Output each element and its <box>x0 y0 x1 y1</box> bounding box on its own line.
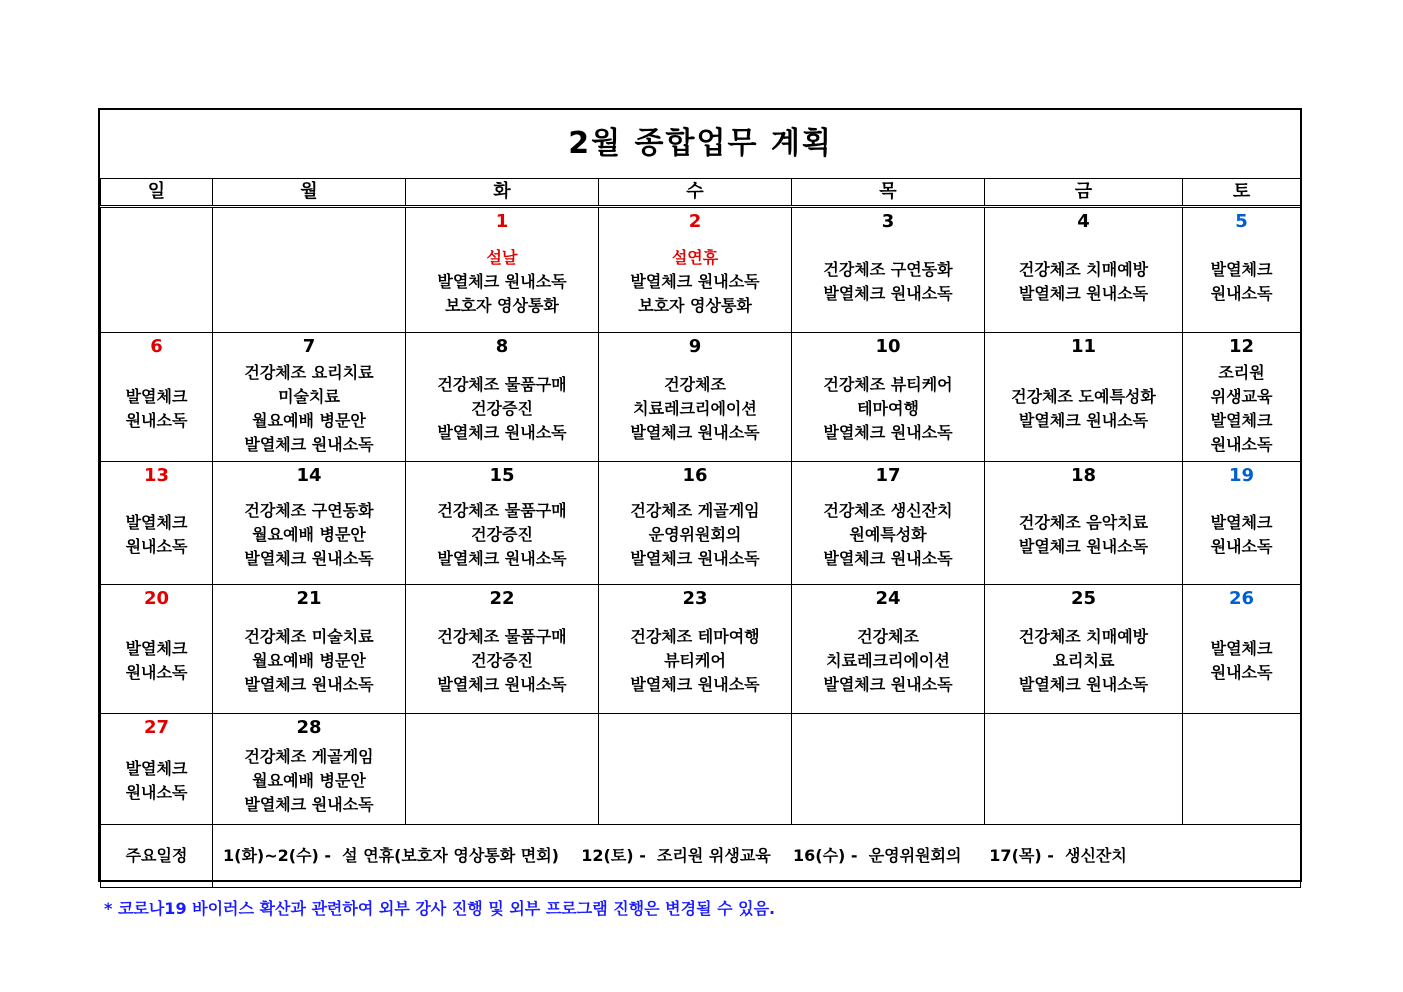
day-number: 18 <box>1070 465 1097 486</box>
weekday-thu: 목 <box>792 179 985 207</box>
event-item: 발열체크 원내소독 <box>437 272 567 291</box>
event-item: 치료레크리에이션 <box>633 399 757 418</box>
event-item: 월요예배 병문안 <box>252 525 366 544</box>
day-cell <box>101 585 213 714</box>
event-item: 건강체조 도예특성화 <box>1011 387 1156 406</box>
event-item: 건강체조 요리치료 <box>244 363 374 382</box>
day-cell <box>792 333 985 462</box>
event-list <box>406 234 598 330</box>
event-list <box>101 488 212 582</box>
day-number: 20 <box>143 588 170 609</box>
event-item: 건강체조 테마여행 <box>630 627 760 646</box>
event-item: 건강체조 치매예방 <box>1018 627 1149 646</box>
event-list <box>792 234 984 330</box>
event-list <box>792 359 984 459</box>
event-item: 발열체크 원내소독 <box>1018 537 1149 556</box>
event-list <box>985 611 1182 711</box>
event-item: 원예특성화 <box>849 525 927 544</box>
day-cell <box>213 714 406 825</box>
day-number: 21 <box>296 588 322 609</box>
event-item: 발열체크 원내소독 <box>437 549 567 568</box>
event-item: 건강체조 물품구매 <box>437 375 567 394</box>
event-item: 발열체크 원내소독 <box>1018 411 1149 430</box>
weekday-header <box>101 179 1301 207</box>
page-title: 2월 종합업무 계획 <box>101 110 1301 179</box>
event-list <box>213 740 405 822</box>
event-item: 요리치료 <box>1052 651 1115 670</box>
day-number: 28 <box>296 717 322 738</box>
event-list <box>101 740 212 822</box>
event-item: 발열체크 <box>1210 260 1273 279</box>
day-number: 14 <box>296 465 322 486</box>
day-number: 10 <box>875 336 901 357</box>
event-item: 발열체크 <box>125 387 188 406</box>
summary-text: 1(화)~2(수) - 설 연휴(보호자 영상통화 면회) 12(토) - 조리원 위생교육 16(수) - 운영위원회의 17(목) - 생신잔치 <box>213 825 1301 888</box>
event-list <box>1183 488 1300 582</box>
day-number: 25 <box>1070 588 1097 609</box>
weekday-sat: 토 <box>1183 179 1301 207</box>
event-item: 건강체조 구연동화 <box>244 501 374 520</box>
day-cell <box>792 585 985 714</box>
day-cell <box>1183 714 1301 825</box>
day-number: 23 <box>682 588 708 609</box>
day-cell <box>1183 585 1301 714</box>
event-item: 미술치료 <box>278 387 340 406</box>
day-number: 6 <box>150 336 163 357</box>
event-item: 발열체크 원내소독 <box>630 272 760 291</box>
day-cell <box>406 207 599 333</box>
day-number: 2 <box>688 211 702 232</box>
event-list <box>101 359 212 459</box>
weekday-tue: 화 <box>406 179 599 207</box>
weekday-wed: 수 <box>599 179 792 207</box>
event-item: 발열체크 원내소독 <box>437 423 567 442</box>
event-list <box>213 488 405 582</box>
week-row <box>101 333 1301 462</box>
day-cell <box>599 333 792 462</box>
day-number: 19 <box>1228 465 1255 486</box>
event-list <box>792 488 984 582</box>
day-number: 11 <box>1070 336 1097 357</box>
event-item: 발열체크 원내소독 <box>244 675 374 694</box>
event-item: 발열체크 원내소독 <box>823 423 953 442</box>
day-cell <box>599 585 792 714</box>
calendar-sheet <box>98 108 1302 882</box>
week-row <box>101 585 1301 714</box>
day-cell <box>101 333 213 462</box>
day-cell <box>406 462 599 585</box>
event-item: 발열체크 원내소독 <box>630 423 760 442</box>
day-number: 1 <box>495 211 509 232</box>
event-list <box>101 611 212 711</box>
event-item: 보호자 영상통화 <box>638 296 752 315</box>
event-item: 원내소독 <box>1210 663 1273 682</box>
event-item: 원내소독 <box>125 411 188 430</box>
day-number: 22 <box>489 588 515 609</box>
event-item: 건강체조 치매예방 <box>1018 260 1149 279</box>
day-cell <box>213 333 406 462</box>
event-list <box>599 359 791 459</box>
event-item: 보호자 영상통화 <box>445 296 559 315</box>
event-item: 건강체조 물품구매 <box>437 501 567 520</box>
day-cell <box>101 207 213 333</box>
event-item: 건강체조 생신잔치 <box>823 501 953 520</box>
event-item: 발열체크 원내소독 <box>244 549 374 568</box>
day-cell <box>101 462 213 585</box>
event-item: 원내소독 <box>125 537 188 556</box>
event-item: 건강체조 게골게임 <box>630 501 760 520</box>
day-cell <box>985 333 1183 462</box>
event-item: 건강체조 <box>664 375 726 394</box>
event-item: 월요예배 병문안 <box>252 411 366 430</box>
day-cell <box>985 714 1183 825</box>
event-item: 건강체조 구연동화 <box>823 260 953 279</box>
event-list <box>985 234 1182 330</box>
day-cell <box>213 585 406 714</box>
event-item: 발열체크 <box>1210 513 1273 532</box>
day-cell <box>985 462 1183 585</box>
event-item: 발열체크 <box>1210 639 1273 658</box>
event-list <box>599 488 791 582</box>
day-number: 7 <box>302 336 316 357</box>
event-item: 원내소독 <box>1210 435 1273 454</box>
event-item: 발열체크 원내소독 <box>823 675 953 694</box>
event-item: 발열체크 <box>1210 411 1273 430</box>
event-item: 발열체크 원내소독 <box>630 675 760 694</box>
event-item: 발열체크 <box>125 639 188 658</box>
day-cell <box>1183 207 1301 333</box>
day-cell <box>599 714 792 825</box>
event-item: 발열체크 원내소독 <box>823 549 953 568</box>
event-item: 테마여행 <box>857 399 919 418</box>
day-cell <box>985 207 1183 333</box>
event-item: 월요예배 병문안 <box>252 771 366 790</box>
day-cell <box>599 207 792 333</box>
event-item: 발열체크 원내소독 <box>1018 284 1149 303</box>
event-item: 건강체조 물품구매 <box>437 627 567 646</box>
event-list <box>599 234 791 330</box>
weekday-fri: 금 <box>985 179 1183 207</box>
event-item: 건강체조 미술치료 <box>244 627 374 646</box>
day-cell <box>1183 462 1301 585</box>
event-item: 설연휴 <box>671 248 719 267</box>
event-list <box>792 611 984 711</box>
summary-row <box>101 825 1301 888</box>
event-list <box>406 488 598 582</box>
event-list <box>213 611 405 711</box>
event-item: 발열체크 원내소독 <box>1018 675 1149 694</box>
event-list <box>1183 359 1300 459</box>
day-number: 26 <box>1228 588 1255 609</box>
event-item: 건강체조 <box>857 627 919 646</box>
day-number: 24 <box>875 588 901 609</box>
notice-text: * 코로나19 바이러스 확산과 관련하여 외부 강사 진행 및 외부 프로그램 진행은 변경될 수 있음. <box>104 899 776 918</box>
day-cell <box>792 462 985 585</box>
event-list <box>406 359 598 459</box>
event-item: 발열체크 원내소독 <box>630 549 760 568</box>
event-item: 건강체조 음악치료 <box>1018 513 1149 532</box>
day-number: 12 <box>1228 336 1255 357</box>
event-item: 건강증진 <box>471 651 533 670</box>
day-number: 5 <box>1235 211 1248 232</box>
event-item: 건강체조 게골게임 <box>244 747 374 766</box>
event-item: 원내소독 <box>125 663 188 682</box>
event-list <box>213 359 405 459</box>
event-item: 발열체크 <box>125 513 188 532</box>
event-item: 원내소독 <box>1210 537 1273 556</box>
week-row <box>101 714 1301 825</box>
day-cell <box>101 714 213 825</box>
day-number: 8 <box>495 336 509 357</box>
event-item: 위생교육 <box>1210 387 1273 406</box>
day-cell <box>1183 333 1301 462</box>
day-number: 27 <box>143 717 170 738</box>
event-item: 발열체크 <box>125 759 188 778</box>
weekday-mon: 월 <box>213 179 406 207</box>
event-list <box>1183 234 1300 330</box>
calendar-weeks <box>101 207 1301 825</box>
event-item: 발열체크 원내소독 <box>244 795 374 814</box>
day-cell <box>792 714 985 825</box>
day-cell <box>406 333 599 462</box>
day-number: 4 <box>1077 211 1090 232</box>
event-item: 원내소독 <box>1210 284 1273 303</box>
calendar-table <box>100 110 1301 888</box>
event-item: 조리원 <box>1218 363 1265 382</box>
event-list <box>1183 611 1300 711</box>
event-item: 월요예배 병문안 <box>252 651 366 670</box>
event-list <box>599 611 791 711</box>
event-item: 발열체크 원내소독 <box>437 675 567 694</box>
day-cell <box>792 207 985 333</box>
day-cell <box>985 585 1183 714</box>
event-item: 뷰티케어 <box>664 651 726 670</box>
event-list <box>406 611 598 711</box>
day-cell <box>213 462 406 585</box>
day-number: 9 <box>688 336 702 357</box>
event-item: 건강증진 <box>471 399 533 418</box>
event-item: 운영위원회의 <box>648 525 742 544</box>
event-item: 원내소독 <box>125 783 188 802</box>
event-item: 설날 <box>486 248 518 267</box>
event-item: 건강체조 뷰티케어 <box>823 375 953 394</box>
summary-label: 주요일정 <box>101 825 213 888</box>
event-item: 발열체크 원내소독 <box>244 435 374 454</box>
event-list <box>985 488 1182 582</box>
day-cell <box>213 207 406 333</box>
day-cell <box>599 462 792 585</box>
day-number: 13 <box>143 465 170 486</box>
week-row <box>101 462 1301 585</box>
day-number: 16 <box>682 465 708 486</box>
weekday-sun: 일 <box>101 179 213 207</box>
day-number: 17 <box>875 465 901 486</box>
day-cell <box>406 585 599 714</box>
day-cell <box>406 714 599 825</box>
day-number: 15 <box>489 465 515 486</box>
event-item: 발열체크 원내소독 <box>823 284 953 303</box>
event-item: 건강증진 <box>471 525 533 544</box>
day-number: 3 <box>881 211 895 232</box>
event-item: 치료레크리에이션 <box>826 651 950 670</box>
week-row <box>101 207 1301 333</box>
event-list <box>985 359 1182 459</box>
